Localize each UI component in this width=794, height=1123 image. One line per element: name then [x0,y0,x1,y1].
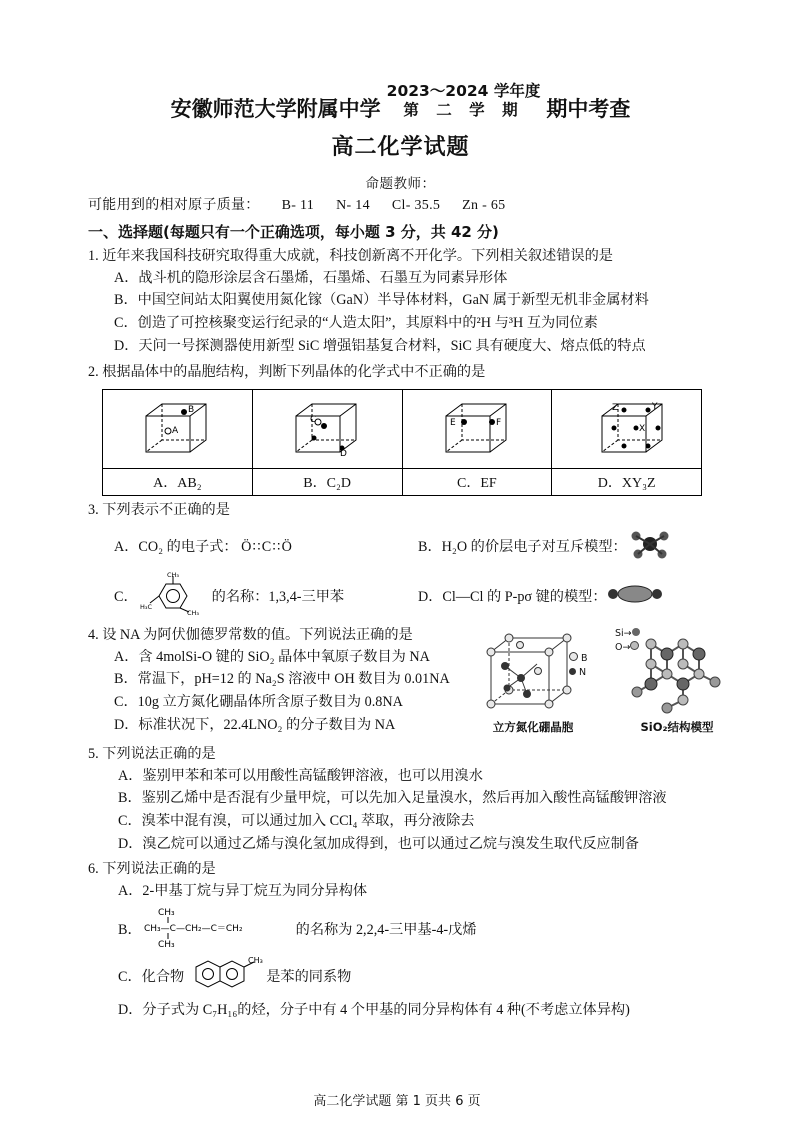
question-3-option-c [88,572,418,621]
atomic-mass-line [88,194,713,214]
question-3-text: 下列表示不正确的是 [102,501,230,518]
svg-text:C: C [310,414,317,425]
question-1-text: 近年来我国科技研究取得重大成就，科技创新离不开化学。下列相关叙述错误的是 [102,247,613,264]
boron-nitride-legend [569,652,588,678]
trimethylbenzene-structure-icon [140,572,210,621]
legend-b: B [569,652,588,664]
question-1-option-a: A．战斗机的隐形涂层含石墨烯，石墨烯、石墨互为同素异形体 [114,269,508,286]
atomic-mass-n: N- 14 [336,197,370,213]
methylnaphthalene-structure-icon [186,957,264,999]
svg-text:F: F [495,417,502,428]
question-6-option-c-post: 是苯的同系物 [266,969,352,986]
co2-lewis-structure: Ö∶∶C∶∶Ö [241,539,293,556]
crystal-figure-a [103,389,253,468]
crystal-figure-b [252,389,402,468]
question-4-figures [481,627,731,750]
question-3-option-a-label: A．CO₂ 的电子式： [114,539,238,556]
question-3-option-c-post: 的名称：1,3,4-三甲苯 [211,589,345,606]
svg-text:D: D [340,448,348,458]
school-year [385,82,543,121]
page-content [88,82,713,1021]
question-3-number: 3. [88,501,99,518]
exam-header [88,82,713,121]
crystal-figure-row [103,389,702,468]
teacher-label: 命题教师： [365,175,436,191]
atomic-mass-cl: Cl- 35.5 [391,197,441,213]
svg-text:H₃C: H₃C [139,602,152,611]
question-3-option-a [88,536,418,556]
isooctene-structure-icon [144,903,294,957]
crystal-formula-d: D．XY₃Z [552,468,702,495]
svg-text:B: B [188,404,195,415]
question-6-text: 下列说法正确的是 [102,861,216,878]
school-year-line2: 第 二 学 期 [403,101,524,120]
svg-text:CH₃: CH₃ [248,956,264,965]
question-1-option-d: D．天问一号探测器使用新型 SiC 增强铝基复合材料，SiC 具有硬度大、熔点低的特点 [114,337,646,354]
question-5-option-c: C．溴苯中混有溴，可以通过加入 CCl₄ 萃取，再分液除去 [118,812,475,829]
question-4-option-b: B．常温下，pH=12 的 Na₂S 溶液中 OH 数目为 0.01NA [114,671,450,688]
section-title-choice: 一、选择题(每题只有一个正确选项，每小题 3 分，共 42 分) [88,222,499,241]
p-p-sigma-bond-model-icon [607,582,663,611]
question-6-option-a: A．2-甲基丁烷与异丁烷互为同分异构体 [118,883,368,900]
crystal-formula-a: A．AB₂ [103,468,253,495]
question-6-stem [88,858,713,880]
question-5-text: 下列说法正确的是 [102,745,216,762]
question-6-option-b [88,903,713,957]
crystal-figure-d [552,389,702,468]
question-2-number: 2. [88,363,99,380]
question-2-text: 根据晶体中的晶胞结构，判断下列晶体的化学式中不正确的是 [102,363,486,380]
cube-diagram-c [440,400,514,458]
question-3-option-c-pre: C． [114,589,138,606]
question-3-option-b [418,527,713,566]
legend-n: N [569,667,588,678]
question-4-option-a: A．含 4molSi-O 键的 SiO₂ 晶体中氧原子数目为 NA [114,648,430,665]
svg-text:A: A [172,425,179,436]
svg-text:Y: Y [651,401,658,412]
school-year-line1: 2023～2024 学年度 [386,82,541,100]
question-6-option-b-pre: B． [118,921,142,938]
question-1-number: 1. [88,247,99,264]
question-1-stem [88,245,713,267]
legend-si: Si→ [615,628,640,639]
question-3-row-2 [88,572,713,621]
cube-diagram-b [290,400,364,458]
question-6-number: 6. [88,861,99,878]
cube-diagram-d [590,400,664,458]
sio2-figure [615,627,733,735]
boron-nitride-caption: 立方氮化硼晶胞 [492,719,574,734]
cube-diagram-a [140,400,214,458]
atomic-mass-zn: Zn - 65 [462,197,506,213]
question-1-option-b: B．中国空间站太阳翼使用氮化镓（GaN）半导体材料，GaN 属于新型无机非金属材料 [114,292,649,309]
crystal-formula-row [103,468,702,495]
atomic-mass-label: 可能用到的相对原子质量： [88,197,260,213]
question-3-stem [88,499,713,521]
question-6-option-c [88,957,713,999]
svg-text:E: E [449,417,456,428]
question-1-option-c: C．创造了可控核聚变运行纪录的“人造太阳”，其原料中的²H 与³H 互为同位素 [114,315,598,332]
svg-text:CH₃: CH₃ [186,608,199,616]
question-6-option-b-post: 的名称为 2,2,4-三甲基-4-戊烯 [295,921,477,938]
question-5-option-a: A．鉴别甲苯和苯可以用酸性高锰酸钾溶液，也可以用溴水 [118,767,483,784]
question-4-option-c: C．10g 立方氮化硼晶体所含原子数目为 0.8NA [114,694,403,711]
question-4-block [88,624,713,737]
svg-text:CH₃—C—CH₂—C＝CH₂: CH₃—C—CH₂—C＝CH₂ [143,924,243,935]
page-footer: 高二化学试题 第 1 页共 6 页 [313,1094,481,1109]
crystal-formula-c: C．EF [402,468,552,495]
sio2-legend [615,628,640,653]
sio2-caption: SiO₂结构模型 [640,719,714,734]
atomic-mass-b: B- 11 [281,197,315,213]
boron-nitride-figure [481,630,591,735]
legend-o: O→ [615,641,640,653]
crystal-formula-b: B．C₂D [252,468,402,495]
question-5-number: 5. [88,745,99,762]
question-3-option-d-label: D．Cl—Cl 的 P-pσ 键的模型： [418,589,607,606]
question-3-row-1 [88,527,713,566]
question-4-number: 4. [88,626,99,643]
exam-type: 期中考查 [546,96,631,121]
svg-text:Z: Z [611,402,618,413]
question-5-option-d: D．溴乙烷可以通过乙烯与溴化氢加成得到，也可以通过乙烷与溴发生取代反应制备 [118,835,639,852]
vsepr-model-icon [627,527,673,566]
question-4-option-d: D．标准状况下，22.4LNO₂ 的分子数目为 NA [114,716,396,733]
svg-text:X: X [638,423,645,434]
question-4-text: 设 NA 为阿伏伽德罗常数的值。下列说法正确的是 [102,626,413,643]
page-title: 高二化学试题 [331,134,470,160]
svg-text:CH₃: CH₃ [157,908,175,919]
svg-text:CH₃: CH₃ [166,571,179,579]
question-3-option-d [418,582,713,611]
question-6-option-c-pre: C．化合物 [118,969,185,986]
crystal-cell-table [102,389,702,496]
question-3-option-b-label: B．H₂O 的价层电子对互斥模型： [418,539,627,556]
question-6-option-d: D．分子式为 C₇H₁₆的烃，分子中有 4 个甲基的同分异构体有 4 种(不考虑立体异构) [118,1001,630,1018]
crystal-figure-c [402,389,552,468]
question-2-stem [88,361,713,383]
svg-text:CH₃: CH₃ [157,940,175,950]
question-5-option-b: B．鉴别乙烯中是否混有少量甲烷，可以先加入足量溴水，然后再加入酸性高锰酸钾溶液 [118,790,667,807]
school-name: 安徽师范大学附属中学 [170,96,381,121]
